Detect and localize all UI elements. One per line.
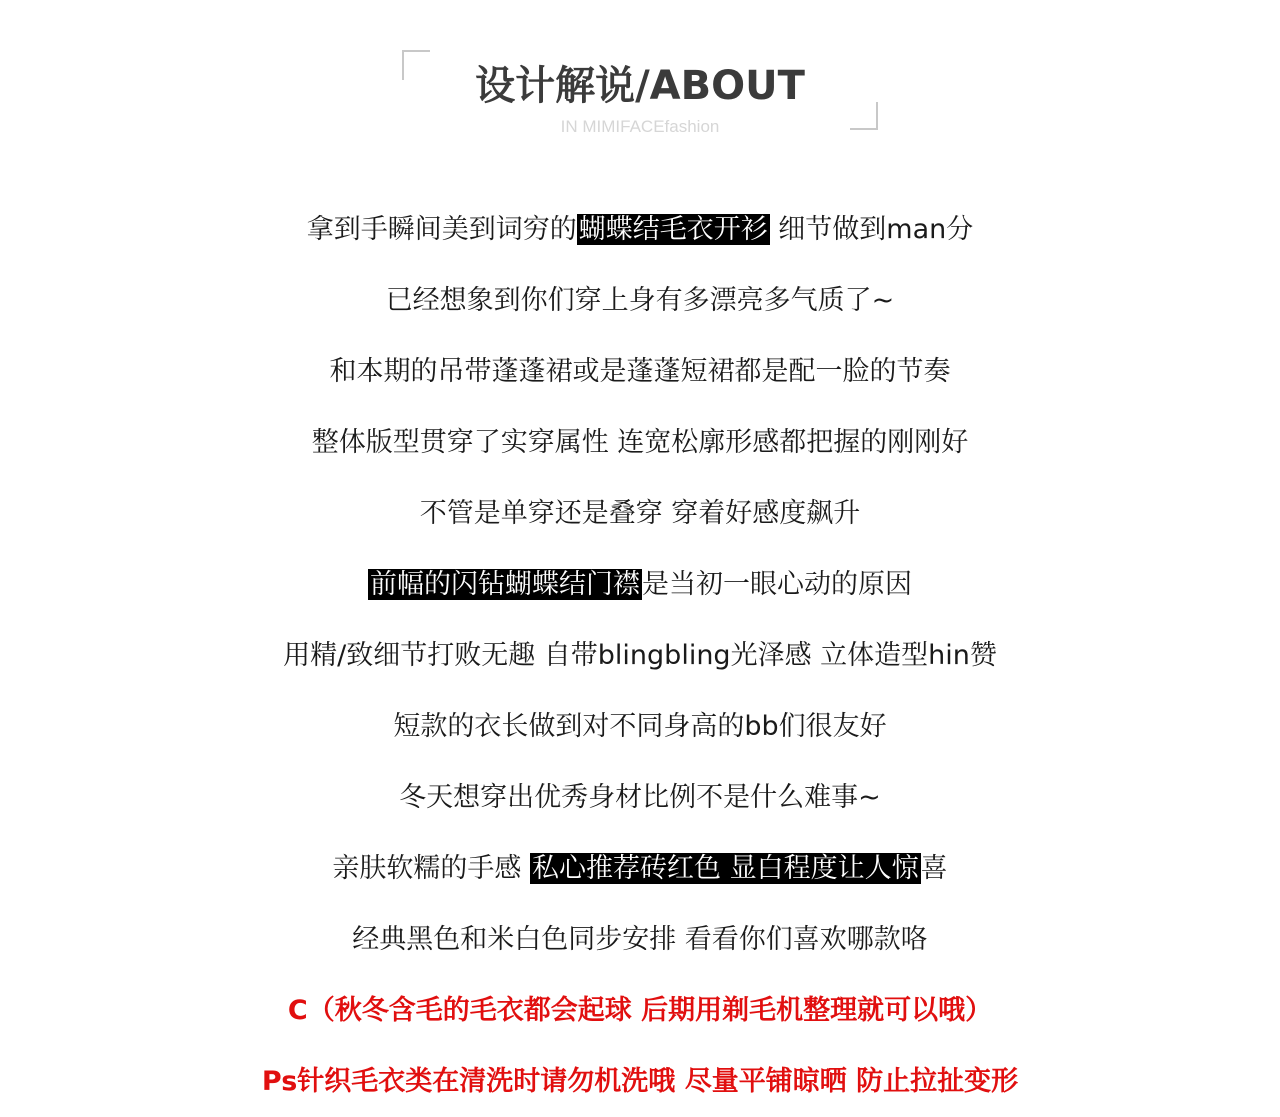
description-line: [0, 904, 1280, 975]
line-text: 整体版型贯穿了实穿属性 连宽松廓形感都把握的刚刚好: [311, 427, 969, 458]
line-text: 短款的衣长做到对不同身高的bb们很友好: [393, 711, 887, 742]
line-text: Ps针织毛衣类在清洗时请勿机洗哦 尽量平铺晾晒 防止拉扯变形: [261, 1066, 1019, 1097]
line-text: 经典黑色和米白色同步安排 看看你们喜欢哪款咯: [352, 924, 928, 955]
line-text: 冬天想穿出优秀身材比例不是什么难事~: [399, 782, 881, 813]
description-lines: [0, 194, 1280, 1117]
line-text: 拿到手瞬间美到词穷的: [306, 214, 577, 245]
line-text: C（秋冬含毛的毛衣都会起球 后期用剃毛机整理就可以哦）: [287, 995, 993, 1026]
line-highlight: 私心推荐砖红色 显白程度让人惊: [532, 853, 919, 884]
section-subtitle: IN MIMIFACEfashion: [560, 117, 720, 136]
description-line: [0, 265, 1280, 336]
description-line: [0, 407, 1280, 478]
line-highlight: 前幅的闪钻蝴蝶结门襟: [370, 569, 640, 600]
line-text: 和本期的吊带蓬蓬裙或是蓬蓬短裙都是配一脸的节奏: [329, 356, 951, 387]
description-line: [0, 691, 1280, 762]
description-line: [0, 620, 1280, 691]
care-note-line: [0, 975, 1280, 1046]
line-highlight: 蝴蝶结毛衣开衫: [578, 214, 768, 245]
line-text-after: 细节做到man分: [769, 214, 974, 245]
line-text: 不管是单穿还是叠穿 穿着好感度飙升: [419, 498, 861, 529]
care-note-line: [0, 1046, 1280, 1117]
description-line: [0, 762, 1280, 833]
description-line: [0, 336, 1280, 407]
line-text: 用精/致细节打败无趣 自带blingbling光泽感 立体造型hin赞: [283, 640, 997, 671]
line-text: 亲肤软糯的手感: [332, 853, 530, 884]
description-line: [0, 478, 1280, 549]
section-title: 设计解说/ABOUT: [475, 63, 805, 109]
about-header: [0, 0, 1280, 150]
description-line: [0, 194, 1280, 265]
description-line: [0, 833, 1280, 904]
line-text-after: 喜: [920, 853, 948, 884]
line-text-after: 是当初一眼心动的原因: [642, 569, 912, 600]
description-line: [0, 549, 1280, 620]
line-text: 已经想象到你们穿上身有多漂亮多气质了~: [385, 285, 895, 316]
